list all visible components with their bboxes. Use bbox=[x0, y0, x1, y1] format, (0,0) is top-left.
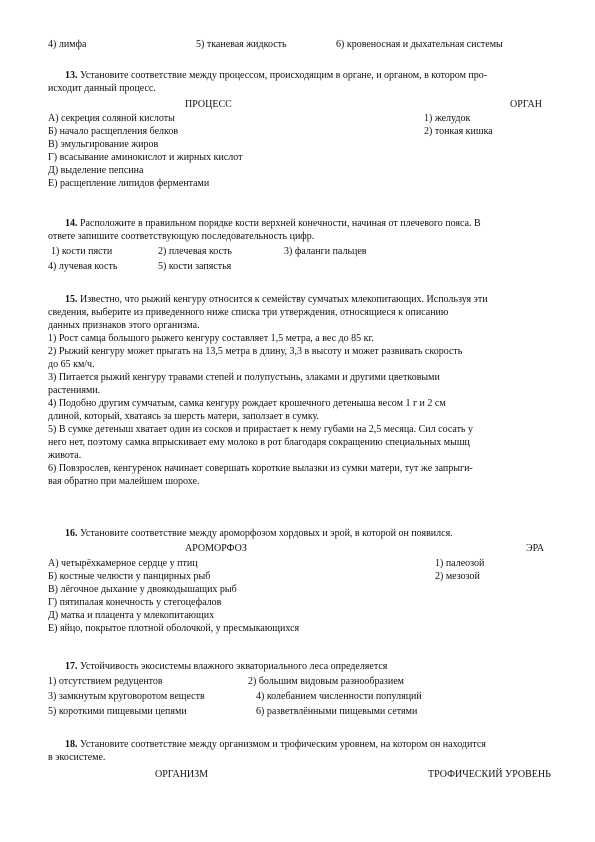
list-item: В) эмульгирование жиров bbox=[48, 139, 159, 150]
column-header-aromorphosis: АРОМОРФОЗ bbox=[185, 543, 247, 554]
list-item: Б) костные челюсти у панцирных рыб bbox=[48, 571, 211, 582]
question-text: Расположите в правильном порядке кости верхней конечности, начиная от плечевого пояса. В bbox=[80, 218, 481, 229]
aromorphosis-list bbox=[48, 557, 299, 635]
column-header-era: ЭРА bbox=[526, 543, 545, 554]
text-line: длиной, который, хватаясь за шерсть матери, заползает в сумку. bbox=[48, 411, 320, 422]
question-text: Устойчивость экосистемы влажного экваториального леса определяется bbox=[80, 661, 388, 672]
option-1: 1) отсутствием редуцентов bbox=[48, 676, 163, 687]
statement-5: 5) В сумке детеныш хватает один из сосков и прирастает к нему губами на 2,5 месяца. Сил сосать у bbox=[48, 424, 473, 435]
option-2: 2) плечевая кость bbox=[158, 246, 232, 257]
option-6: 6) разветвлёнными пищевыми сетями bbox=[256, 706, 418, 717]
question-16-line-1 bbox=[65, 527, 453, 540]
list-item: Д) матка и плацента у млекопитающих bbox=[48, 610, 215, 621]
statement-3: 3) Питается рыжий кенгуру травами степей и полупустынь, злаками и другими цветковыми bbox=[48, 372, 440, 383]
statement-1: 1) Рост самца большого рыжего кенгуру составляет 1,5 метра, а вес до 85 кг. bbox=[48, 333, 374, 344]
question-number: 17. bbox=[65, 661, 78, 672]
option-3: 3) фаланги пальцев bbox=[284, 246, 367, 257]
list-item: В) лёгочное дыхание у двоякодышащих рыб bbox=[48, 584, 237, 595]
list-item: А) четырёхкамерное сердце у птиц bbox=[48, 558, 198, 569]
column-header-process: ПРОЦЕСС bbox=[185, 99, 232, 110]
list-item: 1) палеозой bbox=[435, 558, 485, 569]
option-4: 4) колебанием численности популяций bbox=[256, 691, 422, 702]
list-item: А) секреция соляной кислоты bbox=[48, 113, 175, 124]
question-15-line-1 bbox=[48, 293, 488, 306]
text-line: данных признаков этого организма. bbox=[48, 320, 200, 331]
question-number: 13. bbox=[65, 70, 78, 81]
list-item: 1) желудок bbox=[424, 113, 471, 124]
option-4: 4) лимфа bbox=[48, 39, 87, 50]
question-number: 16. bbox=[65, 528, 78, 539]
list-item: Е) расщепление липидов ферментами bbox=[48, 178, 210, 189]
question-text: Установите соответствие между процессом, происходящим в органе, и органом, в котором про- bbox=[80, 70, 488, 81]
option-3: 3) замкнутым круговоротом веществ bbox=[48, 691, 205, 702]
list-item: 2) мезозой bbox=[435, 571, 480, 582]
question-text: Установите соответствие между организмом и трофическим уровнем, на котором он находится bbox=[80, 739, 486, 750]
column-header-organ: ОРГАН bbox=[510, 99, 542, 110]
column-header-trophic-level: ТРОФИЧЕСКИЙ УРОВЕНЬ bbox=[428, 769, 551, 780]
text-line: него нет, поэтому самка впрыскивает ему молоко в рот благодаря сокращению специальных мышц bbox=[48, 437, 470, 448]
list-item: Г) пятипалая конечность у стегоцефалов bbox=[48, 597, 222, 608]
question-number: 14. bbox=[65, 218, 78, 229]
statement-6: 6) Повзрослев, кенгуренок начинает совершать короткие вылазки из сумки матери, тут же запрыги- bbox=[48, 463, 473, 474]
text-line: вая обратно при малейшем шорохе. bbox=[48, 476, 200, 487]
question-13-line-2: исходит данный процесс. bbox=[48, 83, 156, 94]
era-list bbox=[435, 557, 484, 583]
option-5: 5) короткими пищевыми цепями bbox=[48, 706, 187, 717]
option-6: 6) кровеносная и дыхательная системы bbox=[336, 39, 503, 50]
list-item: 2) тонкая кишка bbox=[424, 126, 493, 137]
question-number: 18. bbox=[65, 739, 78, 750]
text-line: сведения, выберите из приведенного ниже списка три утверждения, относящиеся к описанию bbox=[48, 307, 449, 318]
list-item: Д) выделение пепсина bbox=[48, 165, 144, 176]
option-2: 2) большим видовым разнообразием bbox=[248, 676, 404, 687]
list-item: Б) начало расщепления белков bbox=[48, 126, 179, 137]
option-1: 1) кости пясти bbox=[51, 246, 113, 257]
text-line: растениями. bbox=[48, 385, 101, 396]
text-line: до 65 км/ч. bbox=[48, 359, 95, 370]
process-list bbox=[48, 112, 243, 190]
column-header-organism: ОРГАНИЗМ bbox=[155, 769, 209, 780]
question-14-line-1 bbox=[65, 217, 481, 230]
question-15 bbox=[48, 293, 488, 488]
statement-4: 4) Подобно другим сумчатым, самка кенгуру рождает крошечного детеныша весом 1 г и 2 см bbox=[48, 398, 446, 409]
question-number: 15. bbox=[65, 294, 78, 305]
text-line: живота. bbox=[48, 450, 82, 461]
question-18-line-1 bbox=[65, 738, 486, 751]
question-text: Известно, что рыжий кенгуру относится к семейству сумчатых млекопитающих. Используя эти bbox=[80, 294, 488, 305]
statement-2: 2) Рыжий кенгуру может прыгать на 13,5 метра в длину, 3,3 в высоту и может развивать скорость bbox=[48, 346, 463, 357]
list-item: Е) яйцо, покрытое плотной оболочкой, у пресмыкающихся bbox=[48, 623, 300, 634]
option-5: 5) тканевая жидкость bbox=[196, 39, 287, 50]
list-item: Г) всасывание аминокислот и жирных кислот bbox=[48, 152, 243, 163]
question-text: Установите соответствие между ароморфозом хордовых и эрой, в которой он появился. bbox=[80, 528, 453, 539]
question-18-line-2: в экосистеме. bbox=[48, 752, 106, 763]
question-14-line-2: ответе запишите соответствующую последовательность цифр. bbox=[48, 231, 315, 242]
organ-list bbox=[424, 112, 493, 138]
question-13-line-1 bbox=[65, 69, 487, 82]
option-4: 4) лучевая кость bbox=[48, 261, 118, 272]
option-5: 5) кости запястья bbox=[158, 261, 232, 272]
question-17-line-1 bbox=[65, 660, 387, 673]
